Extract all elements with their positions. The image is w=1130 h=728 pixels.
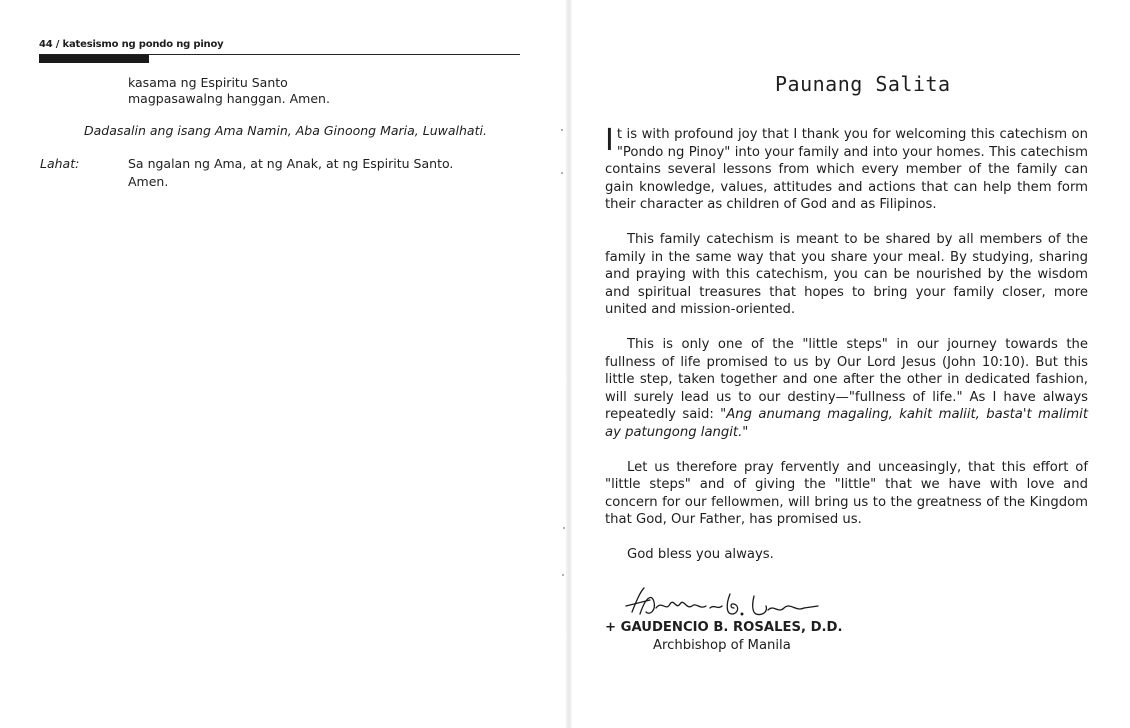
closing-line: God bless you always. — [627, 546, 774, 562]
paragraph — [605, 123, 1088, 214]
response-line: Amen. — [128, 174, 169, 189]
paragraph-text: t is with profound joy that I thank you for welcoming this catechism on "Pondo ng Pinoy" into your family and into your homes. This catechism contains several lessons from which every member of the family can gain knowledge, values, attitudes and actions that can help them form their character as children of God and as Filipinos. — [605, 127, 1088, 213]
scan-speck — [563, 527, 565, 529]
handwritten-signature — [622, 584, 822, 624]
scan-speck — [561, 129, 563, 131]
response-line: Sa ngalan ng Ama, at ng Anak, at ng Espiritu Santo. — [128, 156, 454, 171]
paragraph: This family catechism is meant to be shared by all members of the family in the same way that you share your meal. By studying, sharing and praying with this catechism, you can be nourished by the wisdom and spiritual treasures that hopes to bring your family closer, more united and mission-oriented. — [605, 231, 1088, 318]
page-title: Paunang Salita — [775, 72, 951, 96]
signer-title: Archbishop of Manila — [653, 638, 791, 653]
running-head: 44 / katesismo ng pondo ng pinoy — [39, 39, 224, 50]
prayer-instruction: Dadasalin ang isang Ama Namin, Aba Ginoong Maria, Luwalhati. — [84, 123, 487, 138]
response-speaker: Lahat: — [40, 156, 80, 171]
paragraph: Let us therefore pray fervently and unceasingly, that this effort of "little steps" and of giving the "little" that we have with love and concern for our fellowmen, will bring us to the greatness of the Kingdom that God, Our Father, has promised us. — [605, 459, 1088, 528]
signer-name: + GAUDENCIO B. ROSALES, D.D. — [605, 620, 843, 635]
scan-speck — [562, 574, 564, 576]
prayer-line: kasama ng Espiritu Santo — [128, 75, 288, 90]
tagalog-quote: "Ang anumang magaling, kahit maliit, basta't malimit ay patungong langit." — [605, 407, 1088, 440]
paragraph — [605, 336, 1088, 442]
prayer-line: magpasawalng hanggan. Amen. — [128, 91, 330, 106]
paragraph-text: This is only one of the "little steps" in our journey towards the fullness of life promised to us by Our Lord Jesus (John 10:10). But this little step, taken together and one after the other in dedicated fashion, will surely lead us to our destiny—"fullness of life." As I have always repeatedly said: — [605, 336, 1088, 423]
drop-cap: I — [605, 123, 614, 158]
scan-speck — [561, 172, 563, 174]
header-bar — [39, 55, 149, 63]
page-gutter — [566, 0, 572, 728]
foreword-body — [605, 123, 1088, 580]
